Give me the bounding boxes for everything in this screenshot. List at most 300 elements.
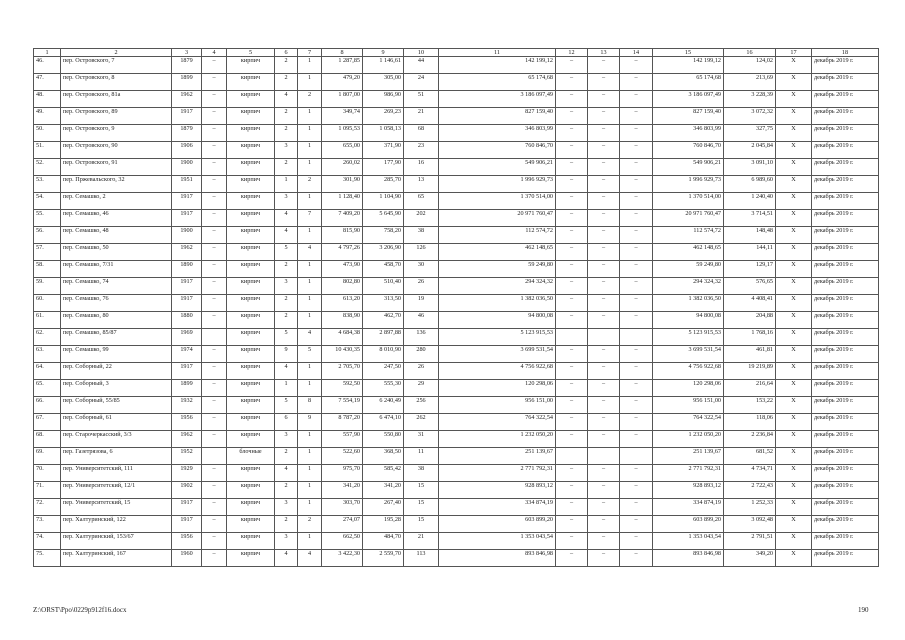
cell-col-14: –	[620, 550, 653, 567]
cell-col-16-per-meter: 576,65	[724, 278, 776, 295]
cell-col-4: –	[202, 159, 227, 176]
cell-year-built: 1917	[172, 193, 202, 210]
cell-col-13: –	[588, 533, 620, 550]
cell-col-14: –	[620, 74, 653, 91]
cell-entrances: 1	[298, 482, 322, 499]
cell-wall-material: кирпич	[227, 329, 275, 346]
cell-row-number: 73.	[34, 516, 61, 533]
cell-floors: 2	[275, 108, 298, 125]
cell-year-built: 1900	[172, 159, 202, 176]
cell-col-12: –	[556, 91, 588, 108]
cell-total-cost: 1 996 929,73	[439, 176, 556, 193]
cell-residents: 262	[404, 414, 439, 431]
cell-col-17-mark: X	[776, 312, 812, 329]
cell-col-4: –	[202, 142, 227, 159]
cell-living-area: 195,28	[363, 516, 404, 533]
cell-address: пер. Островского, 91	[61, 159, 172, 176]
cell-total-area: 303,70	[322, 499, 363, 516]
cell-year-built: 1917	[172, 363, 202, 380]
cell-col-12: –	[556, 397, 588, 414]
cell-entrances: 1	[298, 227, 322, 244]
cell-year-built: 1960	[172, 550, 202, 567]
cell-col-14: –	[620, 261, 653, 278]
cell-row-number: 58.	[34, 261, 61, 278]
cell-row-number: 56.	[34, 227, 61, 244]
cell-col-13: –	[588, 465, 620, 482]
cell-deadline: декабрь 2019 г.	[812, 465, 879, 482]
cell-total-area: 260,02	[322, 159, 363, 176]
cell-entrances: 1	[298, 125, 322, 142]
cell-residents: 15	[404, 482, 439, 499]
cell-deadline: декабрь 2019 г.	[812, 380, 879, 397]
cell-wall-material: блочные	[227, 448, 275, 465]
cell-col-17-mark: X	[776, 533, 812, 550]
cell-wall-material: кирпич	[227, 193, 275, 210]
cell-residents: 202	[404, 210, 439, 227]
cell-col-14: –	[620, 414, 653, 431]
cell-total-cost: 603 899,20	[439, 516, 556, 533]
cell-total-cost: 764 322,54	[439, 414, 556, 431]
cell-deadline: декабрь 2019 г.	[812, 295, 879, 312]
cell-living-area: 285,70	[363, 176, 404, 193]
cell-col-13: –	[588, 346, 620, 363]
cell-deadline: декабрь 2019 г.	[812, 346, 879, 363]
table-row	[34, 227, 879, 244]
cell-address: пер. Соборный, 22	[61, 363, 172, 380]
cell-entrances: 1	[298, 465, 322, 482]
cell-address: пер. Соборный, 3	[61, 380, 172, 397]
cell-year-built: 1932	[172, 397, 202, 414]
cell-col-13: –	[588, 363, 620, 380]
cell-col-17-mark: X	[776, 346, 812, 363]
cell-living-area: 550,80	[363, 431, 404, 448]
cell-residents: 38	[404, 227, 439, 244]
cell-col-13: –	[588, 261, 620, 278]
cell-col-12: –	[556, 261, 588, 278]
cell-col-17-mark: X	[776, 380, 812, 397]
table-row	[34, 159, 879, 176]
cell-col-17-mark: X	[776, 329, 812, 346]
cell-year-built: 1974	[172, 346, 202, 363]
cell-deadline: декабрь 2019 г.	[812, 91, 879, 108]
cell-year-built: 1962	[172, 91, 202, 108]
cell-deadline: декабрь 2019 г.	[812, 431, 879, 448]
cell-wall-material: кирпич	[227, 125, 275, 142]
cell-year-built: 1917	[172, 278, 202, 295]
table-row	[34, 295, 879, 312]
cell-col-12	[556, 329, 588, 346]
cell-total-area: 4 684,38	[322, 329, 363, 346]
cell-col-15-cost: 20 971 760,47	[653, 210, 724, 227]
cell-floors: 2	[275, 312, 298, 329]
cell-entrances: 2	[298, 176, 322, 193]
cell-wall-material: кирпич	[227, 499, 275, 516]
cell-entrances: 1	[298, 499, 322, 516]
cell-entrances: 9	[298, 414, 322, 431]
cell-col-17-mark: X	[776, 278, 812, 295]
cell-year-built: 1899	[172, 74, 202, 91]
cell-col-16-per-meter: 4 734,71	[724, 465, 776, 482]
cell-entrances: 2	[298, 91, 322, 108]
cell-col-16-per-meter: 19 219,89	[724, 363, 776, 380]
cell-col-4: –	[202, 363, 227, 380]
cell-col-12: –	[556, 57, 588, 74]
cell-row-number: 52.	[34, 159, 61, 176]
header-cell-4: 4	[202, 49, 227, 57]
cell-deadline: декабрь 2019 г.	[812, 482, 879, 499]
cell-year-built: 1906	[172, 142, 202, 159]
cell-address: пер. Пржевальского, 32	[61, 176, 172, 193]
cell-total-area: 802,80	[322, 278, 363, 295]
cell-floors: 6	[275, 414, 298, 431]
cell-total-area: 592,50	[322, 380, 363, 397]
cell-deadline: декабрь 2019 г.	[812, 57, 879, 74]
cell-col-4: –	[202, 91, 227, 108]
cell-total-area: 8 787,20	[322, 414, 363, 431]
cell-col-13: –	[588, 431, 620, 448]
cell-year-built: 1956	[172, 414, 202, 431]
cell-deadline: декабрь 2019 г.	[812, 533, 879, 550]
cell-total-area: 473,90	[322, 261, 363, 278]
cell-floors: 4	[275, 363, 298, 380]
cell-total-cost: 5 123 915,53	[439, 329, 556, 346]
cell-col-17-mark: X	[776, 125, 812, 142]
cell-address: пер. Семашко, 80	[61, 312, 172, 329]
cell-deadline: декабрь 2019 г.	[812, 414, 879, 431]
cell-living-area: 986,90	[363, 91, 404, 108]
cell-col-16-per-meter: 327,75	[724, 125, 776, 142]
cell-residents: 113	[404, 550, 439, 567]
cell-residents: 38	[404, 465, 439, 482]
cell-col-12: –	[556, 312, 588, 329]
cell-floors: 9	[275, 346, 298, 363]
cell-col-15-cost: 4 756 922,68	[653, 363, 724, 380]
cell-total-cost: 549 906,21	[439, 159, 556, 176]
cell-wall-material: кирпич	[227, 414, 275, 431]
cell-floors: 1	[275, 380, 298, 397]
cell-living-area: 2 897,88	[363, 329, 404, 346]
cell-col-15-cost: 94 800,08	[653, 312, 724, 329]
cell-col-16-per-meter: 1 768,16	[724, 329, 776, 346]
cell-col-4: –	[202, 125, 227, 142]
cell-total-cost: 2 771 792,31	[439, 465, 556, 482]
cell-col-15-cost: 549 906,21	[653, 159, 724, 176]
cell-wall-material: кирпич	[227, 312, 275, 329]
cell-residents: 280	[404, 346, 439, 363]
cell-residents: 51	[404, 91, 439, 108]
cell-floors: 2	[275, 74, 298, 91]
cell-living-area: 5 645,90	[363, 210, 404, 227]
cell-deadline: декабрь 2019 г.	[812, 74, 879, 91]
cell-entrances: 1	[298, 108, 322, 125]
cell-wall-material: кирпич	[227, 159, 275, 176]
cell-wall-material: кирпич	[227, 108, 275, 125]
cell-wall-material: кирпич	[227, 261, 275, 278]
cell-residents: 19	[404, 295, 439, 312]
cell-deadline: декабрь 2019 г.	[812, 312, 879, 329]
cell-col-4: –	[202, 431, 227, 448]
cell-address: пер. Островского, 89	[61, 108, 172, 125]
cell-col-15-cost: 1 996 929,73	[653, 176, 724, 193]
cell-wall-material: кирпич	[227, 363, 275, 380]
cell-address: пер. Соборный, 61	[61, 414, 172, 431]
cell-living-area: 267,40	[363, 499, 404, 516]
cell-total-area: 7 409,20	[322, 210, 363, 227]
cell-deadline: декабрь 2019 г.	[812, 397, 879, 414]
cell-col-4: –	[202, 397, 227, 414]
cell-year-built: 1880	[172, 312, 202, 329]
cell-residents: 136	[404, 329, 439, 346]
cell-total-cost: 462 148,65	[439, 244, 556, 261]
table-row	[34, 278, 879, 295]
cell-deadline: декабрь 2019 г.	[812, 448, 879, 465]
cell-living-area: 341,20	[363, 482, 404, 499]
cell-residents: 29	[404, 380, 439, 397]
header-cell-15: 15	[653, 49, 724, 57]
cell-col-15-cost: 334 874,19	[653, 499, 724, 516]
cell-address: пер. Семашко, 50	[61, 244, 172, 261]
cell-entrances: 1	[298, 142, 322, 159]
cell-row-number: 67.	[34, 414, 61, 431]
cell-col-4: –	[202, 295, 227, 312]
cell-floors: 4	[275, 550, 298, 567]
cell-address: пер. Соборный, 55/85	[61, 397, 172, 414]
cell-living-area: 269,23	[363, 108, 404, 125]
cell-total-cost: 1 353 043,54	[439, 533, 556, 550]
header-cell-11: 11	[439, 49, 556, 57]
cell-total-area: 975,70	[322, 465, 363, 482]
file-path: Z:\ORST\Ppo\0229p912f16.docx	[33, 606, 127, 614]
cell-wall-material: кирпич	[227, 516, 275, 533]
cell-col-17-mark: X	[776, 227, 812, 244]
cell-year-built: 1969	[172, 329, 202, 346]
header-cell-2: 2	[61, 49, 172, 57]
cell-col-15-cost: 3 699 531,54	[653, 346, 724, 363]
cell-col-16-per-meter: 2 722,43	[724, 482, 776, 499]
cell-total-area: 815,90	[322, 227, 363, 244]
cell-floors: 2	[275, 295, 298, 312]
cell-col-15-cost: 956 151,00	[653, 397, 724, 414]
cell-address: пер. Семашко, 99	[61, 346, 172, 363]
cell-floors: 2	[275, 482, 298, 499]
cell-col-4: –	[202, 533, 227, 550]
header-cell-16: 16	[724, 49, 776, 57]
table-row	[34, 142, 879, 159]
table-row	[34, 261, 879, 278]
cell-col-14: –	[620, 125, 653, 142]
cell-year-built: 1917	[172, 295, 202, 312]
cell-address: пер. Университетский, 111	[61, 465, 172, 482]
cell-total-cost: 94 800,08	[439, 312, 556, 329]
cell-living-area: 368,50	[363, 448, 404, 465]
cell-col-14: –	[620, 312, 653, 329]
cell-floors: 4	[275, 227, 298, 244]
cell-row-number: 47.	[34, 74, 61, 91]
cell-total-area: 10 430,35	[322, 346, 363, 363]
cell-residents: 15	[404, 516, 439, 533]
cell-col-12: –	[556, 125, 588, 142]
cell-wall-material: кирпич	[227, 278, 275, 295]
cell-year-built: 1900	[172, 227, 202, 244]
cell-col-16-per-meter: 118,06	[724, 414, 776, 431]
cell-year-built: 1962	[172, 431, 202, 448]
cell-floors: 2	[275, 57, 298, 74]
cell-wall-material: кирпич	[227, 380, 275, 397]
cell-col-14: –	[620, 363, 653, 380]
cell-living-area: 1 104,90	[363, 193, 404, 210]
cell-entrances: 1	[298, 533, 322, 550]
cell-deadline: декабрь 2019 г.	[812, 125, 879, 142]
cell-residents: 44	[404, 57, 439, 74]
cell-col-14: –	[620, 533, 653, 550]
cell-floors: 3	[275, 193, 298, 210]
cell-col-4: –	[202, 346, 227, 363]
cell-col-14: –	[620, 346, 653, 363]
cell-wall-material: кирпич	[227, 57, 275, 74]
cell-entrances: 1	[298, 57, 322, 74]
cell-total-area: 301,90	[322, 176, 363, 193]
cell-col-17-mark: X	[776, 261, 812, 278]
cell-col-13: –	[588, 278, 620, 295]
cell-floors: 5	[275, 244, 298, 261]
cell-row-number: 57.	[34, 244, 61, 261]
cell-col-12	[556, 448, 588, 465]
cell-living-area: 484,70	[363, 533, 404, 550]
cell-total-area: 557,90	[322, 431, 363, 448]
cell-col-13: –	[588, 227, 620, 244]
cell-total-area: 1 807,00	[322, 91, 363, 108]
cell-total-area: 662,50	[322, 533, 363, 550]
cell-col-4: –	[202, 57, 227, 74]
cell-floors: 2	[275, 125, 298, 142]
cell-col-4: –	[202, 482, 227, 499]
cell-col-16-per-meter: 6 989,60	[724, 176, 776, 193]
cell-col-12: –	[556, 278, 588, 295]
cell-row-number: 60.	[34, 295, 61, 312]
table-row	[34, 397, 879, 414]
cell-residents: 30	[404, 261, 439, 278]
cell-total-cost: 142 199,12	[439, 57, 556, 74]
cell-col-13: –	[588, 312, 620, 329]
cell-deadline: декабрь 2019 г.	[812, 210, 879, 227]
cell-year-built: 1899	[172, 380, 202, 397]
cell-col-12: –	[556, 346, 588, 363]
cell-col-4	[202, 448, 227, 465]
header-cell-3: 3	[172, 49, 202, 57]
cell-col-4: –	[202, 176, 227, 193]
cell-total-area: 522,60	[322, 448, 363, 465]
cell-total-cost: 120 298,06	[439, 380, 556, 397]
cell-total-area: 1 287,85	[322, 57, 363, 74]
header-cell-18: 18	[812, 49, 879, 57]
cell-living-area: 371,90	[363, 142, 404, 159]
cell-residents: 11	[404, 448, 439, 465]
cell-col-4: –	[202, 227, 227, 244]
cell-col-13: –	[588, 210, 620, 227]
table-row	[34, 74, 879, 91]
cell-wall-material: кирпич	[227, 482, 275, 499]
cell-living-area: 177,90	[363, 159, 404, 176]
cell-row-number: 54.	[34, 193, 61, 210]
cell-floors: 2	[275, 261, 298, 278]
cell-col-16-per-meter: 213,69	[724, 74, 776, 91]
cell-col-12: –	[556, 159, 588, 176]
cell-address: пер. Университетский, 12/1	[61, 482, 172, 499]
table-row	[34, 482, 879, 499]
cell-col-17-mark: X	[776, 91, 812, 108]
cell-residents: 26	[404, 278, 439, 295]
cell-col-16-per-meter: 1 240,40	[724, 193, 776, 210]
cell-year-built: 1952	[172, 448, 202, 465]
cell-entrances: 1	[298, 431, 322, 448]
cell-entrances: 4	[298, 329, 322, 346]
table-row	[34, 176, 879, 193]
cell-col-13: –	[588, 550, 620, 567]
cell-total-cost: 65 174,68	[439, 74, 556, 91]
cell-col-12: –	[556, 227, 588, 244]
cell-col-13: –	[588, 142, 620, 159]
cell-wall-material: кирпич	[227, 244, 275, 261]
cell-total-cost: 893 846,98	[439, 550, 556, 567]
cell-residents: 21	[404, 533, 439, 550]
cell-entrances: 1	[298, 295, 322, 312]
cell-deadline: декабрь 2019 г.	[812, 516, 879, 533]
cell-living-area: 458,70	[363, 261, 404, 278]
cell-total-area: 1 095,53	[322, 125, 363, 142]
cell-col-15-cost: 346 803,99	[653, 125, 724, 142]
cell-col-16-per-meter: 461,81	[724, 346, 776, 363]
cell-wall-material: кирпич	[227, 431, 275, 448]
cell-col-4: –	[202, 261, 227, 278]
cell-address: пер. Семашко, 7/31	[61, 261, 172, 278]
cell-col-14: –	[620, 210, 653, 227]
cell-col-15-cost: 893 846,98	[653, 550, 724, 567]
cell-year-built: 1951	[172, 176, 202, 193]
cell-living-area: 6 240,49	[363, 397, 404, 414]
cell-row-number: 59.	[34, 278, 61, 295]
cell-col-16-per-meter: 3 092,48	[724, 516, 776, 533]
cell-address: пер. Семашко, 2	[61, 193, 172, 210]
cell-entrances: 1	[298, 193, 322, 210]
cell-col-4: –	[202, 278, 227, 295]
cell-col-16-per-meter: 4 408,41	[724, 295, 776, 312]
cell-col-15-cost: 603 899,20	[653, 516, 724, 533]
cell-col-13: –	[588, 125, 620, 142]
cell-col-16-per-meter: 2 791,51	[724, 533, 776, 550]
cell-total-cost: 760 846,70	[439, 142, 556, 159]
cell-entrances: 1	[298, 159, 322, 176]
cell-col-17-mark: X	[776, 159, 812, 176]
cell-deadline: декабрь 2019 г.	[812, 159, 879, 176]
cell-deadline: декабрь 2019 г.	[812, 227, 879, 244]
cell-col-16-per-meter: 681,52	[724, 448, 776, 465]
cell-year-built: 1956	[172, 533, 202, 550]
cell-address: пер. Островского, 9	[61, 125, 172, 142]
cell-entrances: 8	[298, 397, 322, 414]
cell-year-built: 1917	[172, 499, 202, 516]
cell-year-built: 1879	[172, 125, 202, 142]
cell-col-15-cost: 3 186 097,49	[653, 91, 724, 108]
cell-address: пер. Островского, 81а	[61, 91, 172, 108]
cell-total-cost: 1 232 050,20	[439, 431, 556, 448]
cell-floors: 5	[275, 329, 298, 346]
cell-col-12: –	[556, 465, 588, 482]
cell-row-number: 71.	[34, 482, 61, 499]
cell-floors: 2	[275, 448, 298, 465]
cell-col-17-mark: X	[776, 550, 812, 567]
table-row	[34, 210, 879, 227]
cell-wall-material: кирпич	[227, 550, 275, 567]
